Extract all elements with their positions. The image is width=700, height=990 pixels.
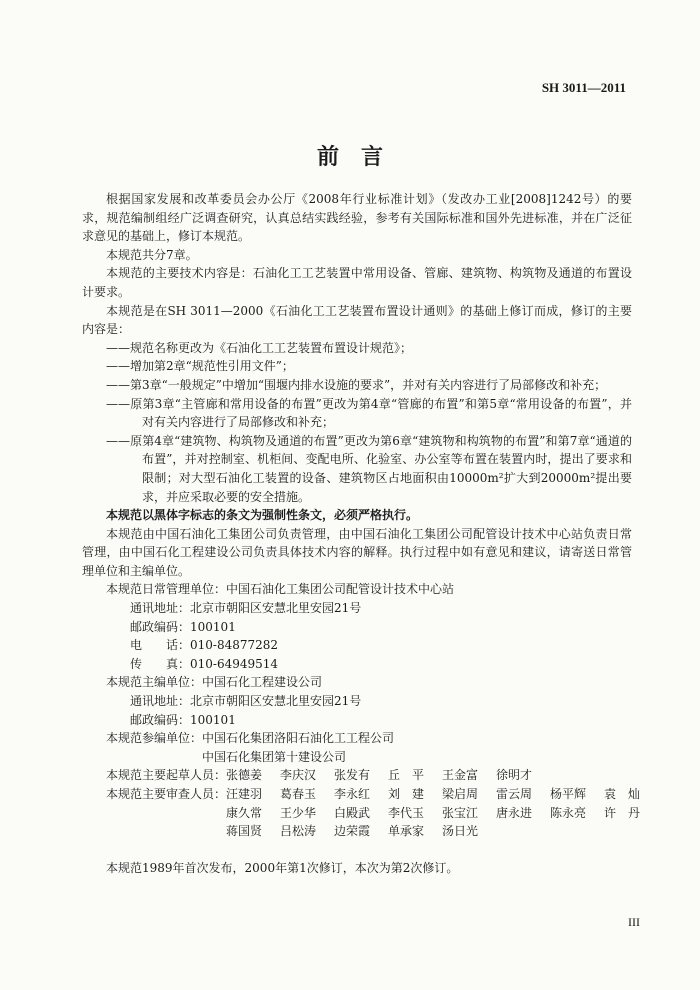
- daily-mgmt-value: 中国石油化工集团公司配管设计技术中心站: [226, 582, 455, 597]
- drafter-name: 王金富: [442, 768, 479, 783]
- daily-mgmt-fax: [82, 655, 632, 674]
- reviewer-name: 康久常: [226, 805, 263, 820]
- chief-editor-address: [82, 692, 632, 711]
- phone-label: 电 话：: [130, 638, 191, 653]
- paragraph-revision-basis: 本规范是在SH 3011—2000《石油化工工艺装置布置设计通则》的基础上修订而成，修订的主要内容是：: [82, 303, 632, 337]
- reviewer-name: 陈永亮: [550, 805, 587, 820]
- change-item: ——增加第2章“规范性引用文件”；: [106, 359, 294, 374]
- chief-editor-postcode: [82, 711, 632, 730]
- participating-unit: 中国石化集团第十建设公司: [202, 749, 347, 764]
- reviewer-name: 许 丹: [604, 805, 641, 820]
- drafters-label: 本规范主要起草人员：: [106, 768, 227, 783]
- participating-unit: 中国石化集团洛阳石油化工工程公司: [202, 731, 395, 746]
- reviewer-name: 蒋国贤: [226, 824, 263, 839]
- participating-label: 本规范参编单位：: [106, 731, 203, 746]
- chief-editor-label: 本规范主编单位：: [106, 675, 203, 690]
- reviewer-name: 张宝江: [442, 805, 479, 820]
- reviewer-name: 李永红: [334, 787, 371, 801]
- reviewer-name: 汤日光: [442, 824, 479, 839]
- revision-history: 本规范1989年首次发布，2000年第1次修订，本次为第2次修订。: [106, 861, 459, 876]
- management-note: 本规范由中国石油化工集团公司负责管理，由中国石油化工集团公司配管设计技术中心站负责日常管理，由中国石化工程建设公司负责具体技术内容的解释。执行过程中如有意见和建议，请寄送日常管理单位和主编单位。: [82, 526, 632, 578]
- change-item: ——原第4章“建筑物、构筑物及通道的布置”更改为第6章“建筑物和构筑物的布置”和第7章“通道的布置”，并对控制室、机柜间、变配电所、化验室、办公室等布置在装置内时，提出了要求和限制；对大型石油化工装置的设备、建筑物区占地面积由10000m²扩大到20000m²提出要求，并应采取必要的安全措施。: [106, 433, 632, 504]
- change-item: ——第3章“一般规定”中增加“围堰内排水设施的要求”，并对有关内容进行了局部修改和补充；: [106, 377, 607, 392]
- reviewer-name: 刘 建: [388, 787, 425, 801]
- reviewer-name: 白殿武: [334, 805, 371, 820]
- drafter-name: 李庆汉: [280, 768, 317, 783]
- fax-label: 传 真：: [130, 656, 191, 671]
- reviewer-name: 葛春玉: [280, 787, 317, 801]
- address-label: 通讯地址：: [130, 694, 191, 709]
- page-number: III: [628, 915, 640, 929]
- change-item: ——规范名称更改为《石油化工工艺装置布置设计规范》；: [106, 340, 413, 355]
- chief-editor-unit: [82, 673, 632, 692]
- phone-value: 010-84877282: [190, 638, 279, 653]
- address-value: 北京市朝阳区安慧北里安园21号: [190, 694, 362, 709]
- page-title: 前言: [316, 144, 405, 170]
- drafters-row: [82, 766, 632, 785]
- participating-units: [82, 729, 632, 748]
- drafter-name: 丘 平: [388, 768, 425, 783]
- reviewers-row: [82, 785, 641, 804]
- change-item: ——原第3章“主管廊和常用设备的布置”更改为第4章“管廊的布置”和第5章“常用设备的布置”，并对有关内容进行了局部修改和补充；: [106, 396, 632, 430]
- drafter-name: 张德姜: [226, 768, 263, 783]
- reviewer-name: 杨平辉: [550, 787, 587, 801]
- fax-value: 010-64949514: [190, 656, 279, 671]
- daily-mgmt-address: [82, 599, 632, 618]
- preface-body: [82, 190, 641, 878]
- address-value: 北京市朝阳区安慧北里安园21号: [190, 601, 362, 616]
- drafter-name: 徐明才: [496, 768, 533, 783]
- reviewer-name: 边荣霞: [334, 824, 371, 839]
- postcode-value: 100101: [190, 619, 236, 634]
- reviewer-name: 吕松涛: [280, 824, 317, 839]
- daily-mgmt-unit: [82, 580, 632, 599]
- postcode-label: 邮政编码：: [130, 619, 191, 634]
- reviewers-label: 本规范主要审查人员：: [106, 787, 227, 801]
- reviewer-name: 袁 灿: [604, 787, 641, 801]
- paragraph-main-content: 本规范的主要技术内容是：石油化工工艺装置中常用设备、管廊、建筑物、构筑物及通道的布置设计要求。: [82, 266, 632, 299]
- chief-editor-value: 中国石化工程建设公司: [202, 675, 323, 690]
- drafter-name: 张发有: [334, 768, 371, 783]
- reviewer-name: 王少华: [280, 805, 317, 820]
- reviewers-row: [82, 822, 632, 841]
- daily-mgmt-phone: [82, 636, 632, 655]
- postcode-value: 100101: [190, 712, 236, 727]
- reviewer-name: 单承家: [388, 824, 425, 839]
- reviewer-name: 唐永进: [496, 805, 533, 820]
- reviewer-name: 李代玉: [388, 805, 425, 820]
- postcode-label: 邮政编码：: [130, 712, 191, 727]
- mandatory-note: 本规范以黑体字标志的条文为强制性条文，必须严格执行。: [106, 508, 419, 523]
- daily-mgmt-postcode: [82, 618, 632, 637]
- reviewers-row: [82, 804, 641, 823]
- daily-mgmt-label: 本规范日常管理单位：: [106, 582, 227, 597]
- reviewer-name: 汪建羽: [226, 787, 263, 801]
- paragraph-chapters: 本规范共分7章。: [106, 247, 198, 262]
- standard-number: SH 3011—2011: [541, 80, 626, 95]
- reviewer-name: 雷云周: [496, 787, 533, 801]
- reviewer-name: 梁启周: [442, 787, 479, 801]
- paragraph-background: 根据国家发展和改革委员会办公厅《2008年行业标准计划》（发改办工业[2008]1242号）的要求，规范编制组经广泛调查研究，认真总结实践经验，参考有关国际标准和国外先进标准，并在广泛征求意见的基础上，修订本规范。: [82, 192, 632, 244]
- address-label: 通讯地址：: [130, 601, 191, 616]
